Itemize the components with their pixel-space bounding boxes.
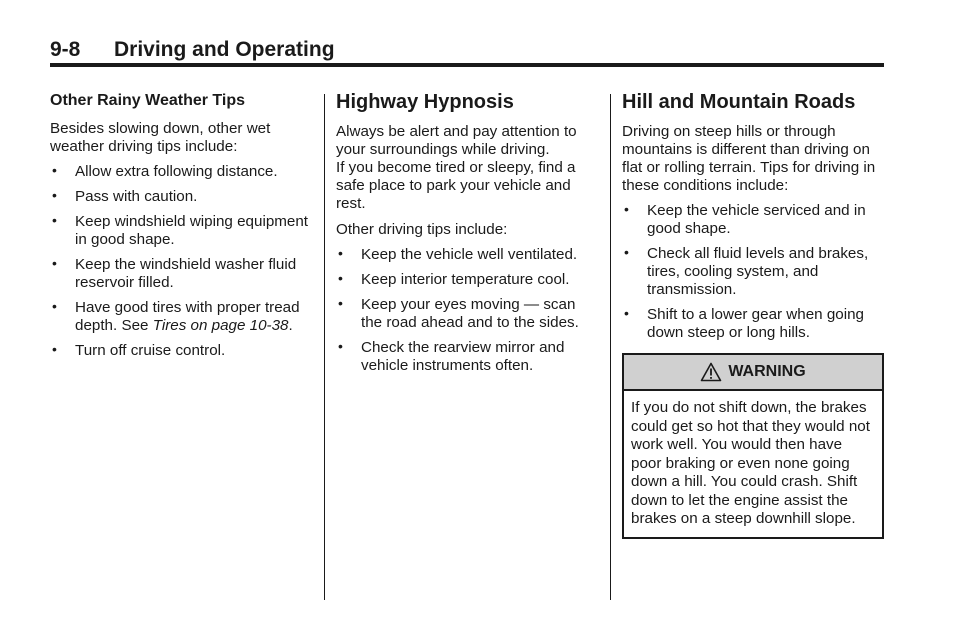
list-item: • Shift to a lower gear when going down steep or long hills. [622,306,884,342]
highway-hypnosis-heading: Highway Hypnosis [336,91,514,113]
tires-page-reference[interactable]: Tires on page 10-38 [152,317,289,334]
list-item: • Keep your eyes moving — scan the road ahead and to the sides. [336,296,598,332]
section-title: Driving and Operating [114,38,335,61]
highway-tips-list [336,246,598,375]
list-item: • Keep windshield wiping equipment in good shape. [50,213,315,249]
tires-text: Have good tires with proper tread depth. See [75,299,300,334]
warning-triangle-icon [700,362,722,382]
hill-mountain-intro: Driving on steep hills or through mountains is different than driving on flat or rolling terrain. Tips for driving in these conditions include: [622,123,876,194]
column-rainy-weather [50,90,315,367]
list-item: • Keep the vehicle well ventilated. [336,246,598,264]
rainy-weather-list [50,163,315,360]
page-header [50,38,884,68]
column-divider [324,94,325,600]
header-rule [50,63,884,67]
list-item: • Turn off cruise control. [50,342,315,360]
warning-text: If you do not shift down, the brakes could get so hot that they would not work well. You would then have poor braking or even none going down a hill. You could crash. Shift down to let the engine assist the brakes on a steep downhill slope. [631,399,870,527]
column-highway-hypnosis [336,90,598,382]
list-item: • Check all fluid levels and brakes, tires, cooling system, and transmission. [622,245,884,299]
list-item-tires [50,299,315,335]
rainy-weather-intro: Besides slowing down, other wet weather driving tips include: [50,120,271,155]
warning-header [624,355,882,391]
list-item: • Keep the windshield washer fluid reservoir filled. [50,256,315,292]
column-hill-mountain [622,90,884,539]
warning-box [622,353,884,539]
column-divider [610,94,611,600]
spacer [336,213,598,221]
page-number: 9-8 [50,38,81,61]
hill-mountain-list [622,202,884,342]
highway-para-1: Always be alert and pay attention to your surroundings while driving. [336,123,577,158]
highway-para-2: If you become tired or sleepy, find a safe place to park your vehicle and rest. [336,159,576,212]
list-item: • Keep interior temperature cool. [336,271,598,289]
tires-end: . [288,317,293,334]
list-item: • Check the rearview mirror and vehicle instruments often. [336,339,598,375]
highway-para-3: Other driving tips include: [336,221,508,238]
hill-mountain-heading: Hill and Mountain Roads [622,91,856,113]
list-item: • Pass with caution. [50,188,315,206]
rainy-weather-heading: Other Rainy Weather Tips [50,92,246,109]
list-item: • Allow extra following distance. [50,163,315,181]
warning-label: WARNING [728,363,806,380]
list-item: • Keep the vehicle serviced and in good shape. [622,202,884,238]
